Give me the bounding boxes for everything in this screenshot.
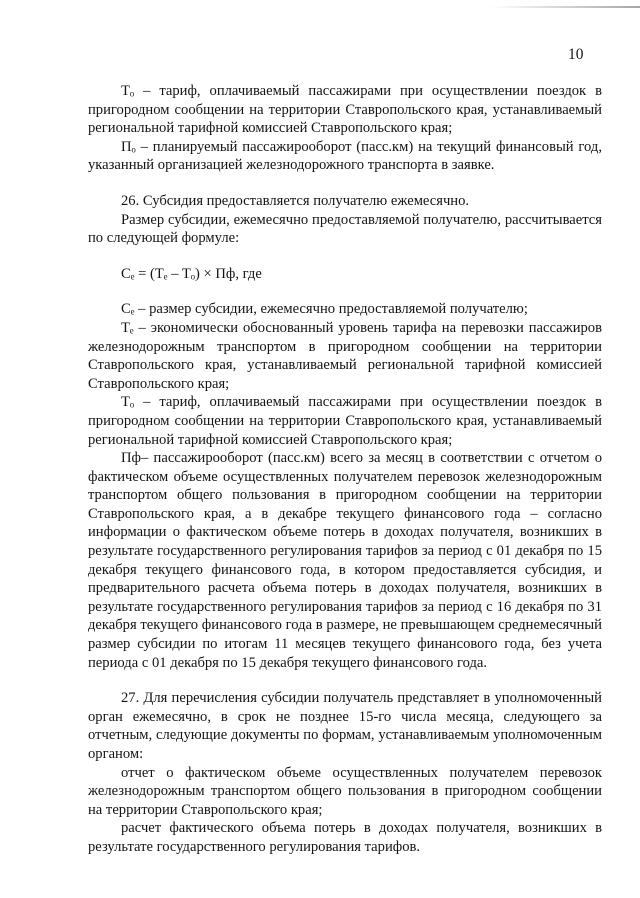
paragraph-turnover-definition: Пф– пассажирооборот (пасс.км) всего за месяц в соответствии с отчетом о фактическом объеме осуществленных получателем перевозок железнодорожным транспортом общего пользования в пригородном сообщении на территории Ставропольского края, а в декабре текущего финансового года – согласно информации о фактическом объеме потерь в доходах получателя, возникших в результате государственного регулирования тарифов за период с 01 декабря по 15 декабря текущего финансового года, в котором предоставляется субсидия, и предварительного расчета объема потерь в доходах получателя, возникших в результате государственного регулирования тарифов за период с 16 декабря по 31 декабря текущего финансового года в размере, не превышающем среднемесячный размер субсидии по итогам 11 месяцев текущего финансового года, без учета периода с 01 декабря по 15 декабря текущего финансового года. (88, 450, 602, 671)
paragraph-clause-27: 27. Для перечисления субсидии получатель представляет в уполномоченный орган ежемесячно, в срок не позднее 15-го числа месяца, следующего за отчетным, следующие документы по формам, устанавливаемым уполномоченным органом: (88, 690, 602, 762)
paragraph-planned-turnover: Пₒ – планируемый пассажирооборот (пасс.км) на текущий финансовый год, указанный организацией железнодорожного транспорта в заявке. (88, 138, 602, 174)
spacer (88, 248, 602, 265)
paragraph-clause-26: 26. Субсидия предоставляется получателю ежемесячно. (121, 192, 470, 209)
page-number: 10 (568, 46, 584, 63)
paragraph-report: отчет о фактическом объеме осуществленных получателем перевозок железнодорожным транспортом общего пользования в пригородном сообщении на территории Ставропольского края; (88, 764, 602, 818)
document-body (88, 82, 602, 857)
scan-edge-mark (490, 6, 640, 8)
paragraph-calculation: расчет фактического объема потерь в доходах получателя, возникших в результате государственного регулирования тарифов. (88, 820, 602, 855)
spacer (88, 175, 602, 192)
paragraph-tariff-passenger: Tₒ – тариф, оплачиваемый пассажирами при осуществлении поездок в пригородном сообщении на территории Ставропольского края, устанавливаемый региональной тарифной комиссией Ставропольского края; (88, 83, 602, 137)
spacer (88, 283, 602, 300)
spacer (88, 672, 602, 689)
formula: Cₑ = (Tₑ – Tₒ) × Пф, где (121, 265, 262, 282)
paragraph-subsidy-definition: Cₑ – размер субсидии, ежемесячно предоставляемой получателю; (121, 301, 528, 318)
paragraph-economic-tariff: Tₑ – экономически обоснованный уровень тарифа на перевозки пассажиров железнодорожным транспортом в пригородном сообщении на территории Ставропольского края, устанавливаемый региональной тарифной комиссией Ставропольского края; (88, 319, 602, 392)
paragraph-tariff-passenger-2: Tₒ – тариф, оплачиваемый пассажирами при осуществлении поездок в пригородном сообщении на территории Ставропольского края, устанавливаемый региональной тарифной комиссией Ставропольского края; (88, 394, 602, 448)
paragraph-subsidy-size: Размер субсидии, ежемесячно предоставляемой получателю, рассчитывается по следующей формуле: (88, 211, 602, 247)
